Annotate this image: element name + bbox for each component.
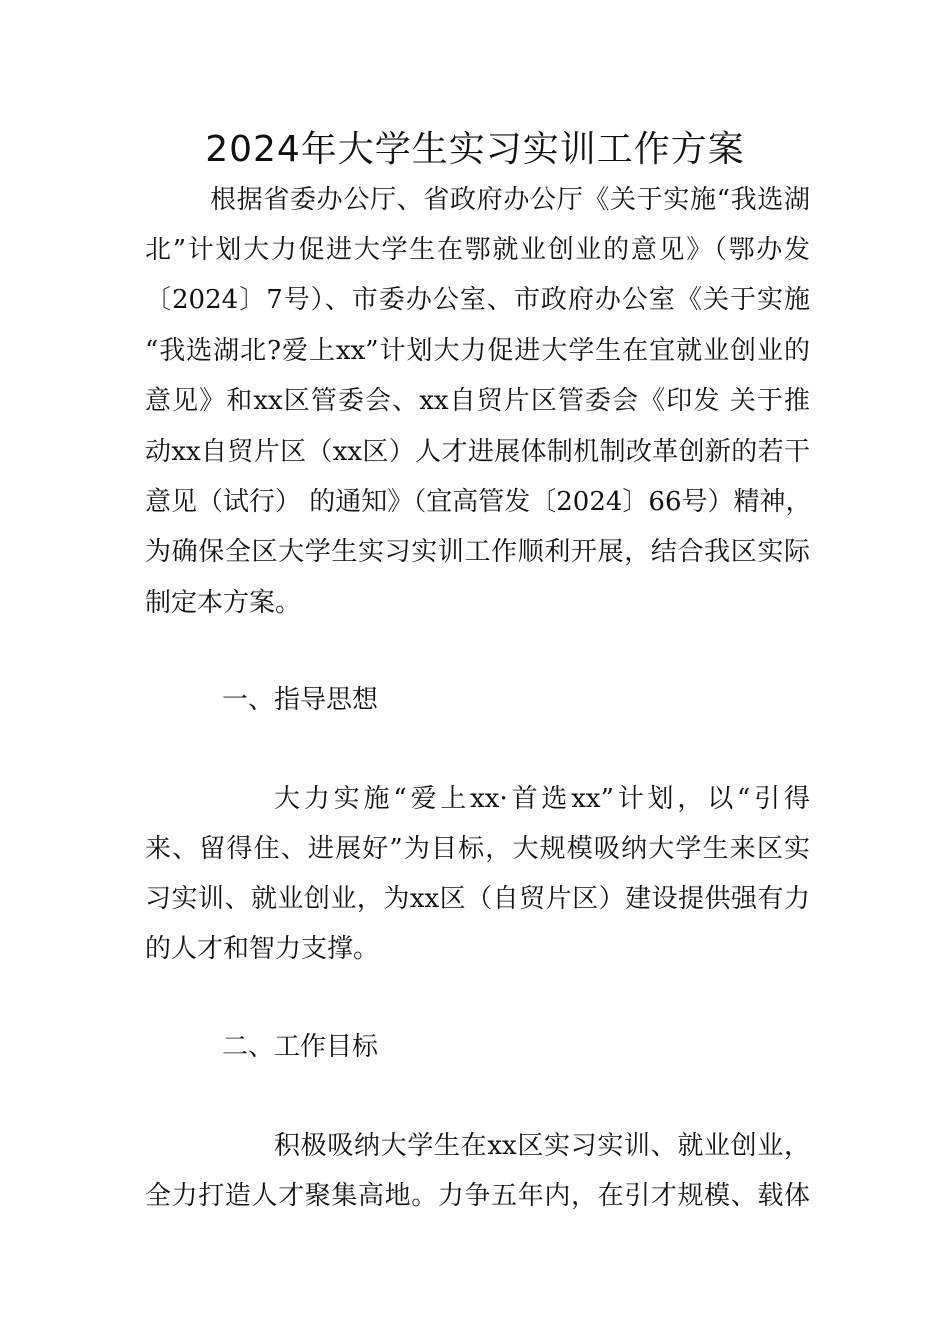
intro-line-6: 动xx自贸片区（xx区）人才进展体制机制改革创新的若干 bbox=[145, 437, 810, 467]
section2-line-1: 积极吸纳大学生在xx区实习实训、就业创业， bbox=[274, 1131, 810, 1161]
section1-line-1: 大力实施“爱上xx·首选xx”计划，以“引得 bbox=[274, 784, 810, 814]
intro-line-4: “我选湖北?爱上xx”计划大力促进大学生在宜就业创业的 bbox=[145, 336, 810, 366]
intro-line-8: 为确保全区大学生实习实训工作顺利开展，结合我区实际 bbox=[145, 537, 810, 567]
section2-line-2: 全力打造人才聚集高地。力争五年内，在引才规模、载体 bbox=[145, 1181, 810, 1211]
section1-line-2: 来、留得住、进展好”为目标，大规模吸纳大学生来区实 bbox=[145, 834, 810, 864]
intro-line-7: 意见（试行） 的通知》（宜高管发〔2024〕66号）精神， bbox=[145, 487, 812, 517]
section1-line-3: 习实训、就业创业，为xx区（自贸片区）建设提供强有力 bbox=[145, 884, 810, 914]
intro-line-3: 〔2024〕7号）、市委办公室、市政府办公室《关于实施 bbox=[145, 285, 810, 315]
section-heading-guiding-ideology: 一、指导思想 bbox=[222, 685, 379, 715]
section-heading-work-goals: 二、工作目标 bbox=[222, 1032, 379, 1062]
intro-line-1: 根据省委办公厅、省政府办公厅《关于实施“我选湖 bbox=[210, 185, 810, 215]
document-title: 2024年大学生实习实训工作方案 bbox=[205, 129, 745, 170]
section1-line-4: 的人才和智力支撑。 bbox=[145, 934, 380, 964]
intro-line-5: 意见》和xx区管委会、xx自贸片区管委会《印发 关于推 bbox=[145, 386, 810, 416]
intro-line-9: 制定本方案。 bbox=[145, 588, 302, 618]
intro-line-2: 北”计划大力促进大学生在鄂就业创业的意见》（鄂办发 bbox=[145, 235, 810, 265]
